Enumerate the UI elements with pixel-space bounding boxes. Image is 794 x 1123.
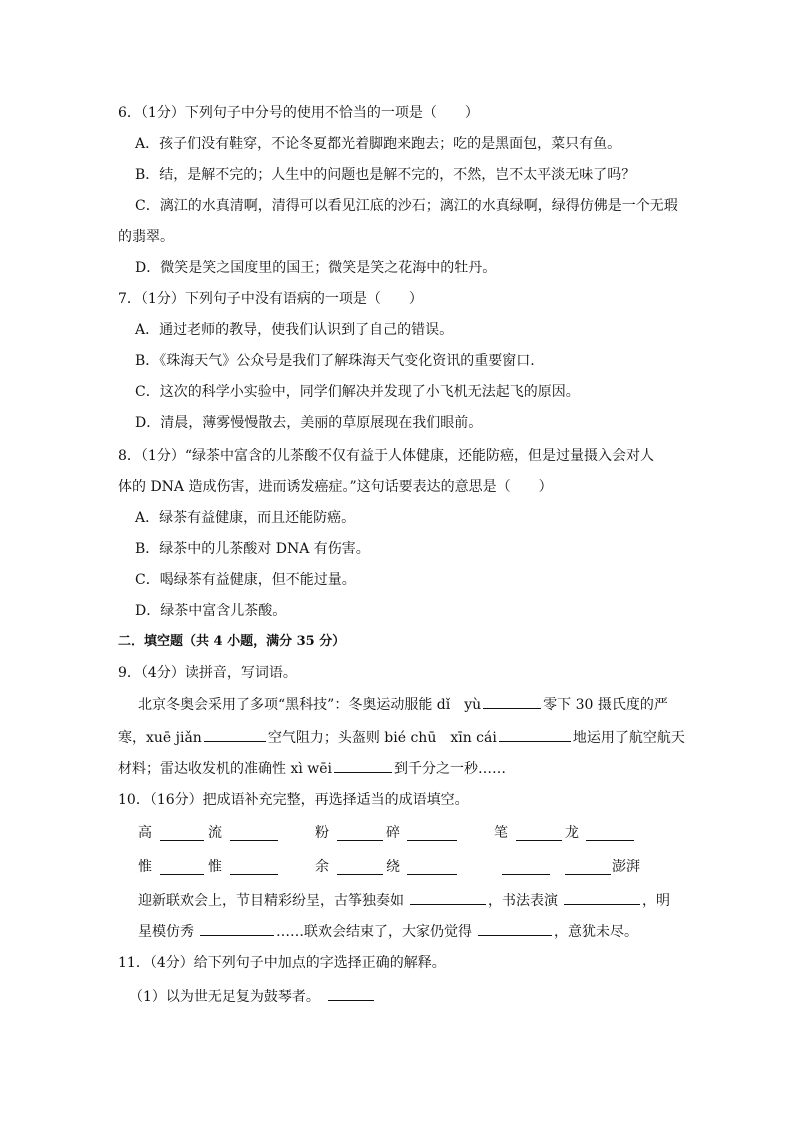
idiom2-char2: 碎	[386, 825, 400, 841]
q10-fill-blank-4[interactable]	[478, 921, 552, 936]
q9-text-2b: 空气阻力；头盔则 bié chū xīn cái	[267, 730, 497, 746]
q9-text-2a: 寒，xuē jiǎn	[118, 730, 202, 746]
q7-option-a: A．通过老师的教导，使我们认识到了自己的错误。	[135, 322, 454, 338]
q10-text-1c: ，明	[642, 893, 670, 909]
q9-blank-4[interactable]	[334, 758, 392, 773]
q7-stem: 7．（1分）下列句子中没有语病的一项是（ ）	[118, 291, 423, 307]
q10-stem: 10．（16分）把成语补充完整，再选择适当的成语填空。	[118, 792, 469, 808]
q10-text-2c: ，意犹未尽。	[554, 924, 638, 940]
q10-idiom-row-1	[0, 823, 794, 843]
idiom2-blank2[interactable]	[407, 826, 457, 841]
idiom5-blank1[interactable]	[337, 860, 383, 875]
q8-option-c: C．喝绿茶有益健康，但不能过量。	[135, 572, 356, 588]
q9-blank-3[interactable]	[499, 727, 571, 742]
idiom5-char1: 余	[315, 859, 329, 875]
q6-option-c-line2: 的翡翠。	[118, 229, 174, 245]
q6-option-d: D．微笑是笑之国度里的国王；微笑是笑之花海中的牡丹。	[135, 260, 497, 276]
q10-sentence-line1	[138, 890, 670, 911]
idiom4-blank1[interactable]	[160, 860, 204, 875]
q10-text-1a: 迎新联欢会上，节目精彩纷呈，古筝独奏如	[138, 893, 404, 909]
q6-option-c-line1: C．漓江的水真清啊，清得可以看见江底的沙石；漓江的水真绿啊，绿得仿佛是一个无瑕	[135, 198, 678, 214]
idiom1-char1: 高	[138, 825, 152, 841]
q8-stem-line2: 体的 DNA 造成伤害，进而诱发癌症。”这句话要表达的意思是（ ）	[118, 479, 553, 495]
idiom4-char1: 惟	[138, 859, 152, 875]
q10-text-2b: ……联欢会结束了，大家仍觉得	[276, 924, 472, 940]
q9-text-3b: 到千分之一秒……	[394, 761, 507, 777]
q8-option-b: B．绿茶中的儿茶酸对 DNA 有伤害。	[135, 541, 370, 557]
q11-blank-1[interactable]	[328, 986, 374, 1001]
q9-stem: 9．（4分）读拼音，写词语。	[118, 665, 297, 681]
q7-option-c: C．这次的科学小实验中，同学们解决并发现了小飞机无法起飞的原因。	[135, 384, 580, 400]
q10-text-2a: 星模仿秀	[138, 924, 194, 940]
idiom6-blank1[interactable]	[502, 860, 550, 875]
q8-stem-line1: 8．（1分）“绿茶中富含的儿茶酸不仅有益于人体健康，还能防癌，但是过量摄入会对人	[118, 448, 654, 464]
idiom2-blank1[interactable]	[337, 826, 383, 841]
q9-passage-line3	[118, 758, 506, 779]
q10-fill-blank-3[interactable]	[200, 921, 274, 936]
q7-option-b: B．《珠海天气》公众号是我们了解珠海天气变化资讯的重要窗口.	[135, 353, 535, 369]
q7-option-d: D．清晨，薄雾慢慢散去，美丽的草原展现在我们眼前。	[135, 415, 483, 431]
section-2-heading: 二．填空题（共 4 小题，满分 35 分）	[118, 634, 346, 649]
idiom6-blank2[interactable]	[565, 860, 611, 875]
q10-fill-blank-2[interactable]	[564, 890, 640, 905]
idiom4-blank2[interactable]	[230, 860, 278, 875]
q9-text-1a: 北京冬奥会采用了多项“黑科技”：冬奥运动服能 dǐ yù	[138, 697, 482, 713]
idiom1-char2: 流	[208, 825, 222, 841]
q10-sentence-line2	[138, 921, 638, 942]
q9-blank-1[interactable]	[483, 694, 541, 709]
q8-option-a: A．绿茶有益健康，而且还能防癌。	[135, 510, 356, 526]
q6-option-b: B．结，是解不完的；人生中的问题也是解不完的，不然，岂不太平淡无味了吗？	[135, 167, 636, 183]
q11-item-1	[129, 986, 376, 1007]
idiom1-blank1[interactable]	[160, 826, 204, 841]
q11-item-1-text: （1）以为世无足复为鼓琴者。	[129, 989, 320, 1005]
idiom3-blank2[interactable]	[586, 826, 634, 841]
idiom5-char2: 绕	[386, 859, 400, 875]
q6-stem: 6．（1分）下列句子中分号的使用不恰当的一项是（ ）	[118, 105, 479, 121]
q9-blank-2[interactable]	[204, 727, 266, 742]
q9-text-2c: 地运用了航空航天	[572, 730, 685, 746]
q6-option-a: A．孩子们没有鞋穿，不论冬夏都光着脚跑来跑去；吃的是黑面包，菜只有鱼。	[135, 136, 622, 152]
q9-passage-line2	[118, 727, 685, 748]
idiom2-char1: 粉	[315, 825, 329, 841]
idiom4-char2: 惟	[208, 859, 222, 875]
q9-passage-line1	[138, 694, 668, 715]
idiom3-char1: 笔	[494, 825, 508, 841]
q9-text-1b: 零下 30 摄氏度的严	[543, 697, 668, 713]
idiom5-blank2[interactable]	[407, 860, 457, 875]
idiom3-char2: 龙	[565, 825, 579, 841]
q9-text-3a: 材料；雷达收发机的准确性 xì wēi	[118, 761, 333, 777]
idiom6-chars: 澎湃	[612, 859, 640, 875]
q11-stem: 11．（4分）给下列句子中加点的字选择正确的解释。	[118, 955, 446, 971]
idiom3-blank1[interactable]	[516, 826, 562, 841]
q8-option-d: D．绿茶中富含儿茶酸。	[135, 603, 287, 619]
idiom1-blank2[interactable]	[230, 826, 278, 841]
q10-idiom-row-2	[0, 857, 794, 877]
q10-fill-blank-1[interactable]	[410, 890, 486, 905]
q10-text-1b: ，书法表演	[488, 893, 558, 909]
